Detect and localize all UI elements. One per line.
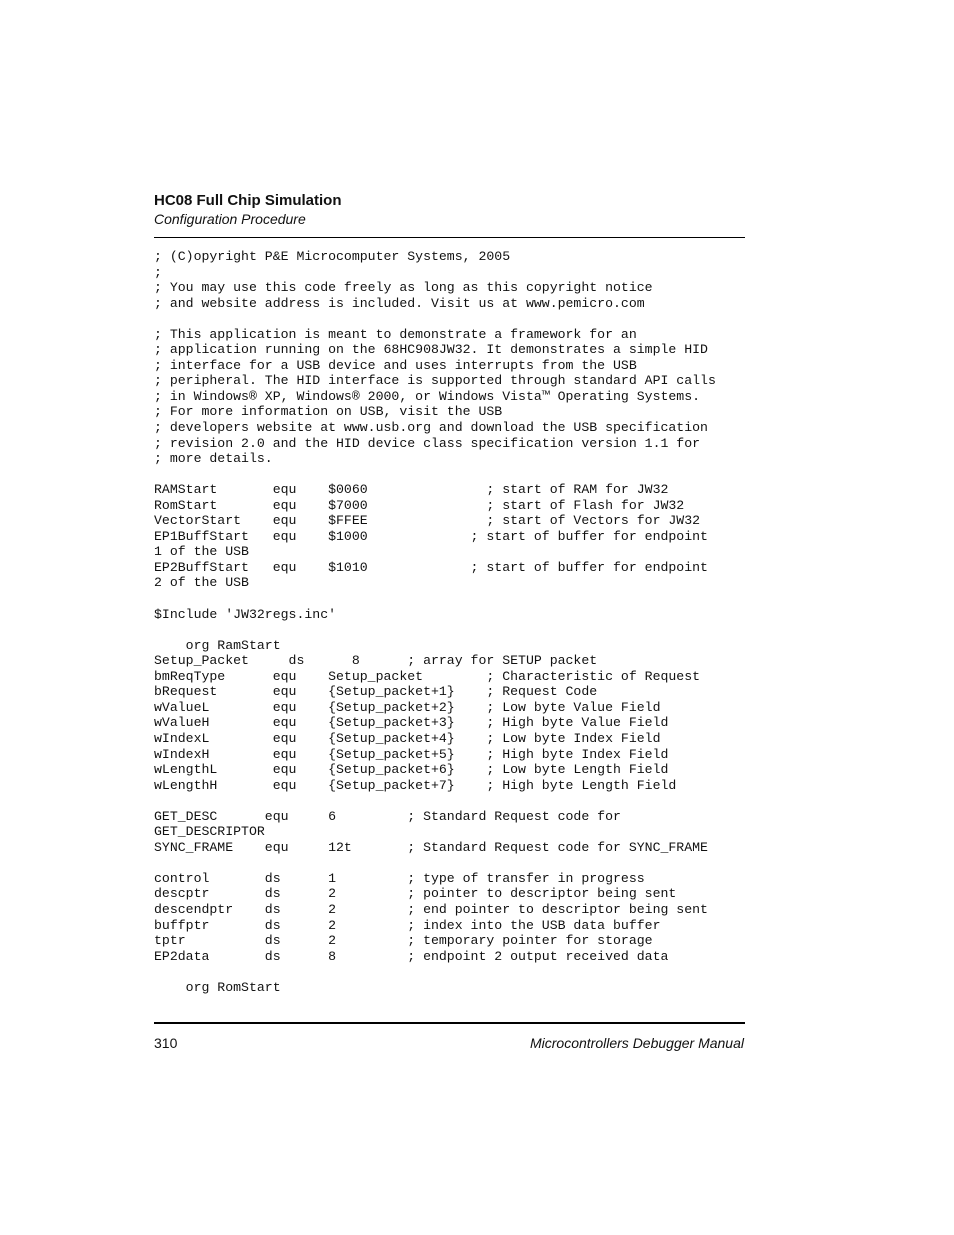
code-line: ; interface for a USB device and uses interrupts from the USB [154,357,637,373]
code-line: wLengthL equ {Setup_packet+6} ; Low byte Length Field [154,762,669,778]
code-line [154,622,754,638]
code-line: ; peripheral. The HID interface is supported through standard API calls [154,373,716,389]
code-line [154,793,754,809]
code-line: wIndexL equ {Setup_packet+4} ; Low byte Index Field [154,730,661,746]
code-line [154,855,754,871]
code-line [154,964,754,980]
code-line: RAMStart equ $0060 ; start of RAM for JW32 [154,482,669,498]
code-line: ; developers website at www.usb.org and download the USB specification [154,420,708,436]
code-line: ; You may use this code freely as long as this copyright notice [154,280,653,296]
code-line: SYNC_FRAME equ 12t ; Standard Request code for SYNC_FRAME [154,839,708,855]
code-line: buffptr ds 2 ; index into the USB data buffer [154,917,661,933]
page-header-title: HC08 Full Chip Simulation [154,192,342,209]
code-line: bRequest equ {Setup_packet+1} ; Request Code [154,684,598,700]
code-line: EP1BuffStart equ $1000 ; start of buffer for endpoint [154,528,708,544]
code-line: EP2data ds 8 ; endpoint 2 output received data [154,948,669,964]
footer-divider [154,1022,745,1024]
code-line: control ds 1 ; type of transfer in progress [154,870,645,886]
code-line: org RomStart [154,979,281,995]
code-line: wValueL equ {Setup_packet+2} ; Low byte Value Field [154,699,661,715]
code-line: ; This application is meant to demonstrate a framework for an [154,326,637,342]
code-line: ; and website address is included. Visit us at www.pemicro.com [154,295,645,311]
code-listing [154,249,754,995]
code-line: bmReqType equ Setup_packet ; Characteristic of Request [154,668,701,684]
code-line: GET_DESCRIPTOR [154,824,265,840]
code-line: descendptr ds 2 ; end pointer to descriptor being sent [154,901,708,917]
code-line: wIndexH equ {Setup_packet+5} ; High byte Index Field [154,746,669,762]
code-line: wLengthH equ {Setup_packet+7} ; High byte Length Field [154,777,677,793]
code-line: tptr ds 2 ; temporary pointer for storage [154,933,653,949]
code-line: wValueH equ {Setup_packet+3} ; High byte Value Field [154,715,669,731]
code-line: ; more details. [154,451,273,467]
code-line [154,591,754,607]
code-line: ; For more information on USB, visit the USB [154,404,503,420]
code-line [154,311,754,327]
code-line: 1 of the USB [154,544,249,560]
header-divider [154,237,745,238]
manual-title: Microcontrollers Debugger Manual [530,1035,744,1051]
code-line: 2 of the USB [154,575,249,591]
code-line: ; in Windows® XP, Windows® 2000, or Windows Vista™ Operating Systems. [154,388,701,404]
code-line: ; revision 2.0 and the HID device class specification version 1.1 for [154,435,701,451]
code-line: $Include 'JW32regs.inc' [154,606,337,622]
code-line: Setup_Packet ds 8 ; array for SETUP packet [154,653,598,669]
code-line: ; application running on the 68HC908JW32. It demonstrates a simple HID [154,342,708,358]
code-line: EP2BuffStart equ $1010 ; start of buffer for endpoint [154,559,708,575]
code-line [154,467,754,483]
code-line: ; (C)opyright P&E Microcomputer Systems, 2005 [154,249,511,264]
code-line: RomStart equ $7000 ; start of Flash for JW32 [154,497,685,513]
code-line: ; [154,264,162,280]
code-line: descptr ds 2 ; pointer to descriptor being sent [154,886,677,902]
code-line: GET_DESC equ 6 ; Standard Request code for [154,808,621,824]
page-number: 310 [154,1035,178,1051]
code-line: VectorStart equ $FFEE ; start of Vectors for JW32 [154,513,701,529]
code-line: org RamStart [154,637,281,653]
page-header-subtitle: Configuration Procedure [154,211,306,227]
